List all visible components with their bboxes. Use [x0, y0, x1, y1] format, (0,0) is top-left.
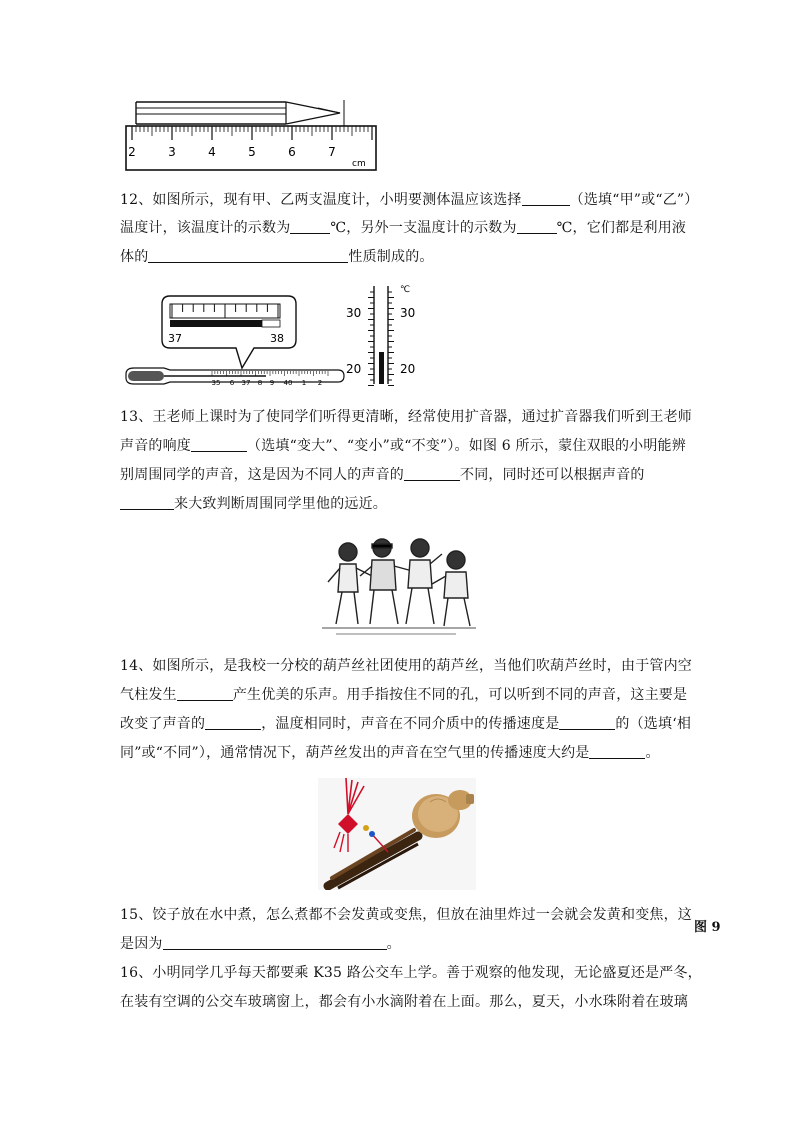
q12-line-3 — [120, 247, 434, 267]
q14-text: 改变了声音的 — [120, 716, 206, 732]
q13-line-3 — [120, 465, 645, 485]
ruler-tick-label: 7 — [328, 145, 336, 159]
hulusi-photo — [318, 778, 476, 890]
q15-line-1 — [120, 905, 692, 925]
scale-label: 8 — [257, 379, 263, 387]
scale-label: 37 — [241, 379, 251, 387]
answer-blank[interactable] — [290, 219, 330, 234]
q12-text: （选填“甲”或“乙”） — [569, 192, 699, 208]
q12-text: ℃，它们都是利用液 — [556, 220, 687, 236]
scale-label: 6 — [229, 379, 235, 387]
scale-label: 9 — [269, 379, 275, 387]
q16-text: 16、小明同学几乎每天都要乘 K35 路公交车上学。善于观察的他发现，无论盛夏还是严冬， — [120, 965, 702, 981]
zoom-label-right: 38 — [270, 332, 284, 345]
q14-line-2 — [120, 685, 687, 705]
zoom-callout — [162, 296, 296, 368]
ruler-pencil-figure — [118, 96, 384, 176]
answer-blank[interactable] — [177, 686, 233, 701]
q14-line-1 — [120, 656, 692, 676]
q13-line-2 — [120, 436, 686, 456]
pencil — [136, 100, 344, 126]
answer-blank[interactable] — [148, 248, 348, 263]
right-label-30: 30 — [400, 306, 416, 320]
answer-blank[interactable] — [404, 466, 460, 481]
answer-blank[interactable] — [205, 715, 261, 730]
q14-text: 气柱发生 — [120, 687, 177, 703]
answer-blank[interactable] — [522, 191, 570, 206]
q14-line-3 — [120, 714, 691, 734]
ruler-tick-label: 3 — [168, 145, 176, 159]
answer-blank[interactable] — [559, 715, 615, 730]
clinical-thermometer-figure — [124, 292, 350, 392]
q15-text: 15、饺子放在水中煮，怎么煮都不会发黄或变焦，但放在油里炸过一会就会发黄和变焦，这 — [120, 907, 693, 923]
ruler-unit: cm — [352, 159, 366, 169]
room-thermometer-figure — [344, 282, 424, 388]
q15-text: 是因为 — [120, 936, 163, 952]
answer-blank[interactable] — [589, 744, 645, 759]
scale-label: 1 — [301, 379, 307, 387]
q14-text: 。 — [645, 745, 660, 761]
answer-blank[interactable] — [191, 437, 247, 452]
ruler-tick-label: 4 — [208, 145, 216, 159]
scale-label: 40 — [283, 379, 293, 387]
zoom-label-left: 37 — [168, 332, 182, 345]
ruler-tick-label: 2 — [128, 145, 136, 159]
answer-blank[interactable] — [120, 495, 174, 510]
q13-line-4 — [120, 494, 387, 514]
right-label-20: 20 — [400, 362, 416, 376]
left-label-20: 20 — [346, 362, 362, 376]
thermometer-unit: ℃ — [400, 285, 411, 295]
scale-label: 35 — [211, 379, 221, 387]
q14-text: 的（选填‘相 — [615, 716, 692, 732]
q14-text: 同”或“不同”），通常情况下，葫芦丝发出的声音在空气里的传播速度大约是 — [120, 745, 590, 761]
q13-text: 不同，同时还可以根据声音的 — [460, 467, 645, 483]
q13-text: 声音的响度 — [120, 438, 191, 454]
q13-text: （选填“变大”、“变小”或“不变”）。如图 6 所示，蒙住双眼的小明能辨 — [247, 438, 686, 454]
ruler-tick-label: 6 — [288, 145, 296, 159]
q12-line-1 — [120, 190, 698, 210]
thermometer-body — [126, 368, 344, 387]
ruler-tick-label: 5 — [248, 145, 256, 159]
q12-text: 性质制成的。 — [348, 249, 434, 265]
answer-blank[interactable] — [163, 935, 387, 950]
q15-text: 。 — [386, 936, 401, 952]
q12-text: 12、如图所示，现有甲、乙两支温度计，小明要测体温应该选择 — [120, 192, 522, 208]
scale-label: 2 — [317, 379, 323, 387]
children-illustration — [316, 532, 482, 640]
q13-text: 别周围同学的声音，这是因为不同人的声音的 — [120, 467, 404, 483]
q13-text: 来大致判断周围同学里他的远近。 — [174, 496, 387, 512]
figure-label: 图 9 — [694, 920, 721, 935]
q16-line-1 — [120, 963, 702, 983]
left-label-30: 30 — [346, 306, 362, 320]
q12-text: 温度计，该温度计的示数为 — [120, 220, 291, 236]
q16-text: 在装有空调的公交车玻璃窗上，都会有小水滴附着在上面。那么，夏天，小水珠附着在玻璃 — [120, 994, 688, 1010]
q14-text: 14、如图所示，是我校一分校的葫芦丝社团使用的葫芦丝，当他们吹葫芦丝时，由于管内空 — [120, 658, 693, 674]
q16-line-2 — [120, 992, 688, 1012]
q12-text: ℃，另外一支温度计的示数为 — [330, 220, 517, 236]
q13-text: 13、王老师上课时为了使同学们听得更清晰，经常使用扩音器，通过扩音器我们听到王老师 — [120, 409, 693, 425]
answer-blank[interactable] — [517, 219, 557, 234]
q15-line-2 — [120, 934, 401, 954]
q14-text: ，温度相同时，声音在不同介质中的传播速度是 — [261, 716, 560, 732]
q13-line-1 — [120, 407, 692, 427]
q12-line-2 — [120, 218, 686, 238]
q12-text: 体的 — [120, 249, 149, 265]
q14-line-4 — [120, 743, 660, 763]
q14-text: 产生优美的乐声。用手指按住不同的孔，可以听到不同的声音，这主要是 — [232, 687, 688, 703]
ruler — [126, 126, 376, 170]
